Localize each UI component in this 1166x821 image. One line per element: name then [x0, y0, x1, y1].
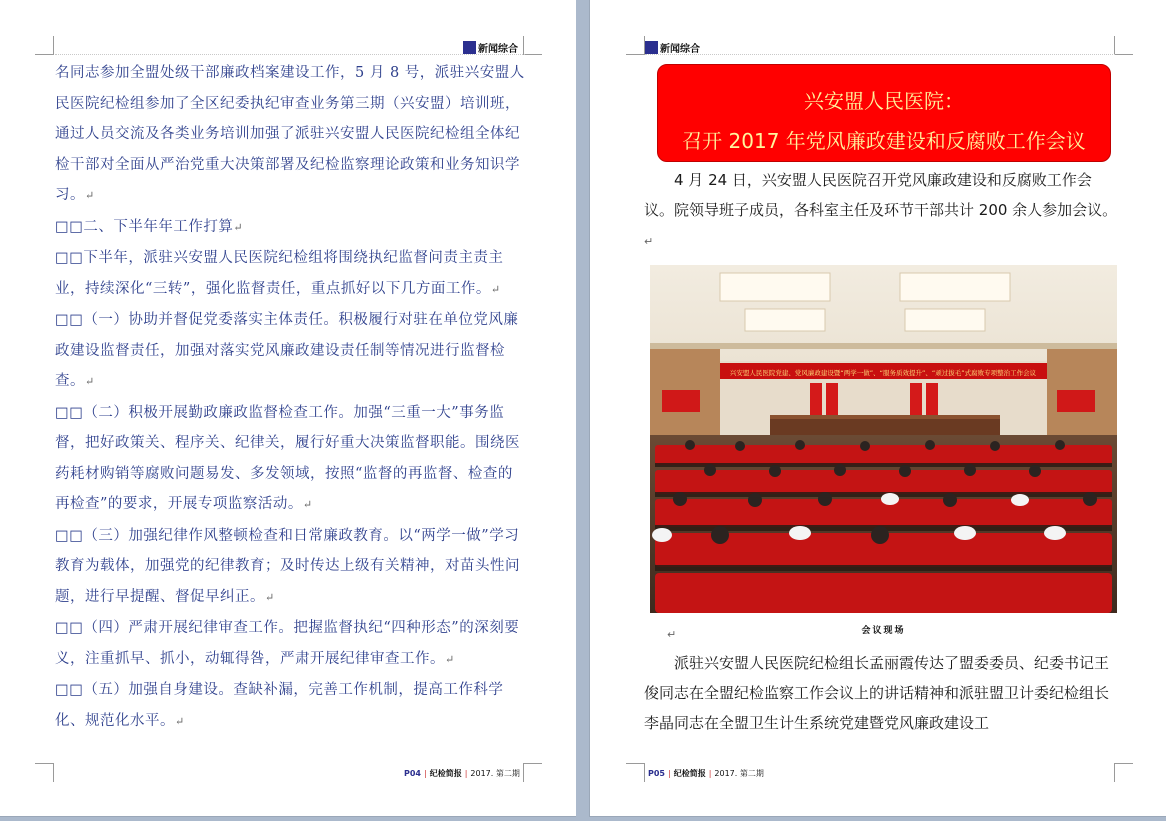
- crop-mark: [35, 763, 54, 782]
- paragraph: □□（二）积极开展勤政廉政监督检查工作。加强“三重一大”事务监督，把好政策关、程序关、纪律关，履行好重大决策监督职能。围绕医药耗材购销等腐败问题易发、多发领域，按照“监督的再监督、检查的再检查”的要求，开展专项监察活动。↵: [55, 404, 520, 512]
- section-label: 新闻综合: [660, 44, 700, 55]
- page-number: P04: [404, 769, 421, 778]
- photo-caption: 会议现场: [861, 626, 906, 636]
- meeting-hall-illustration: [650, 265, 1117, 613]
- paragraph: □□下半年，派驻兴安盟人民医院纪检组将围绕执纪监督问责主责主业，持续深化“三转”，强化监督责任，重点抓好以下几方面工作。↵: [55, 250, 504, 297]
- paragraph-mark: ↵: [667, 628, 677, 641]
- journal-name: 纪检简报: [673, 769, 706, 778]
- header-rule: [645, 54, 1115, 55]
- paragraph: □□（三）加强纪律作风整顿检查和日常廉政教育。以“两学一做”学习教育为载体，加强党的纪律教育；及时传达上级有关精神，对苗头性问题，进行早提醒、督促早纠正。↵: [55, 527, 520, 605]
- paragraph: 名同志参加全盟处级干部廉政档案建设工作，5 月 8 号，派驻兴安盟人民医院纪检组参加了全区纪委执纪审查业务第三期（兴安盟）培训班，通过人员交流及各类业务培训加强了派驻兴安盟人民医院纪检组全体纪检干部对全面从严治党重大决策部署及纪检监察理论政策和业务知识学习。↵: [55, 65, 525, 203]
- page-gap: [576, 0, 590, 821]
- paragraph: □□（五）加强自身建设。查缺补漏，完善工作机制，提高工作科学化、规范化水平。↵: [55, 682, 504, 729]
- header-rule: [55, 54, 525, 55]
- footer-left: P04 | 纪检简报 | 2017. 第二期: [404, 769, 520, 778]
- paragraph: 4 月 24 日，兴安盟人民医院召开党风廉政建设和反腐败工作会议。院领导班子成员，各科室主任及环节干部共计 200 余人参加会议。↵: [644, 171, 1118, 248]
- headline-banner: [657, 64, 1111, 162]
- issue-label: 2017. 第二期: [714, 769, 764, 778]
- stage-banner-text: 兴安盟人民医院党建、党风廉政建设暨“两学一做”、“服务质效提升”、“顽过拔毛”式腐败专项整治工作会议: [729, 369, 1037, 377]
- section-header-left: [463, 40, 518, 55]
- intro-text[interactable]: [644, 165, 1118, 257]
- paragraph: □□二、下半年年工作打算↵: [55, 218, 244, 235]
- issue-label: 2017. 第二期: [470, 769, 520, 778]
- paragraph: 派驻兴安盟人民医院纪检组长孟丽霞传达了盟委委员、纪委书记王俊同志在全盟纪检监察工作会议上的讲话精神和派驻盟卫计委纪检组长李晶同志在全盟卫生计生系统党建暨党风廉政建设工: [644, 654, 1110, 732]
- paragraph: □□（一）协助并督促党委落实主体责任。积极履行对驻在单位党风廉政建设监督责任，加强对落实党风廉政建设责任制等情况进行监督检查。↵: [55, 312, 519, 389]
- crop-mark: [1114, 763, 1133, 782]
- crop-mark: [626, 763, 645, 782]
- section-header-right: [645, 40, 700, 55]
- headline-line-2: 召开 2017 年党风廉政建设和反腐败工作会议: [682, 129, 1086, 153]
- crop-mark: [523, 36, 542, 55]
- header-square-icon: [463, 41, 476, 54]
- headline-line-1: 兴安盟人民医院：: [804, 89, 964, 113]
- body-text[interactable]: [644, 648, 1118, 738]
- journal-name: 纪检简报: [429, 769, 462, 778]
- crop-mark: [1114, 36, 1133, 55]
- crop-mark: [626, 36, 645, 55]
- header-square-icon: [645, 41, 658, 54]
- section-label: 新闻综合: [478, 44, 518, 55]
- page-number: P05: [648, 769, 665, 778]
- paragraph: □□（四）严肃开展纪律审查工作。把握监督执纪“四种形态”的深刻要义，注重抓早、抓小，动辄得咎，严肃开展纪律审查工作。↵: [55, 620, 520, 667]
- crop-mark: [35, 36, 54, 55]
- left-body-text[interactable]: [55, 58, 525, 737]
- footer-right: P05 | 纪检简报 | 2017. 第二期: [648, 769, 764, 778]
- meeting-photo[interactable]: [650, 265, 1117, 613]
- crop-mark: [523, 763, 542, 782]
